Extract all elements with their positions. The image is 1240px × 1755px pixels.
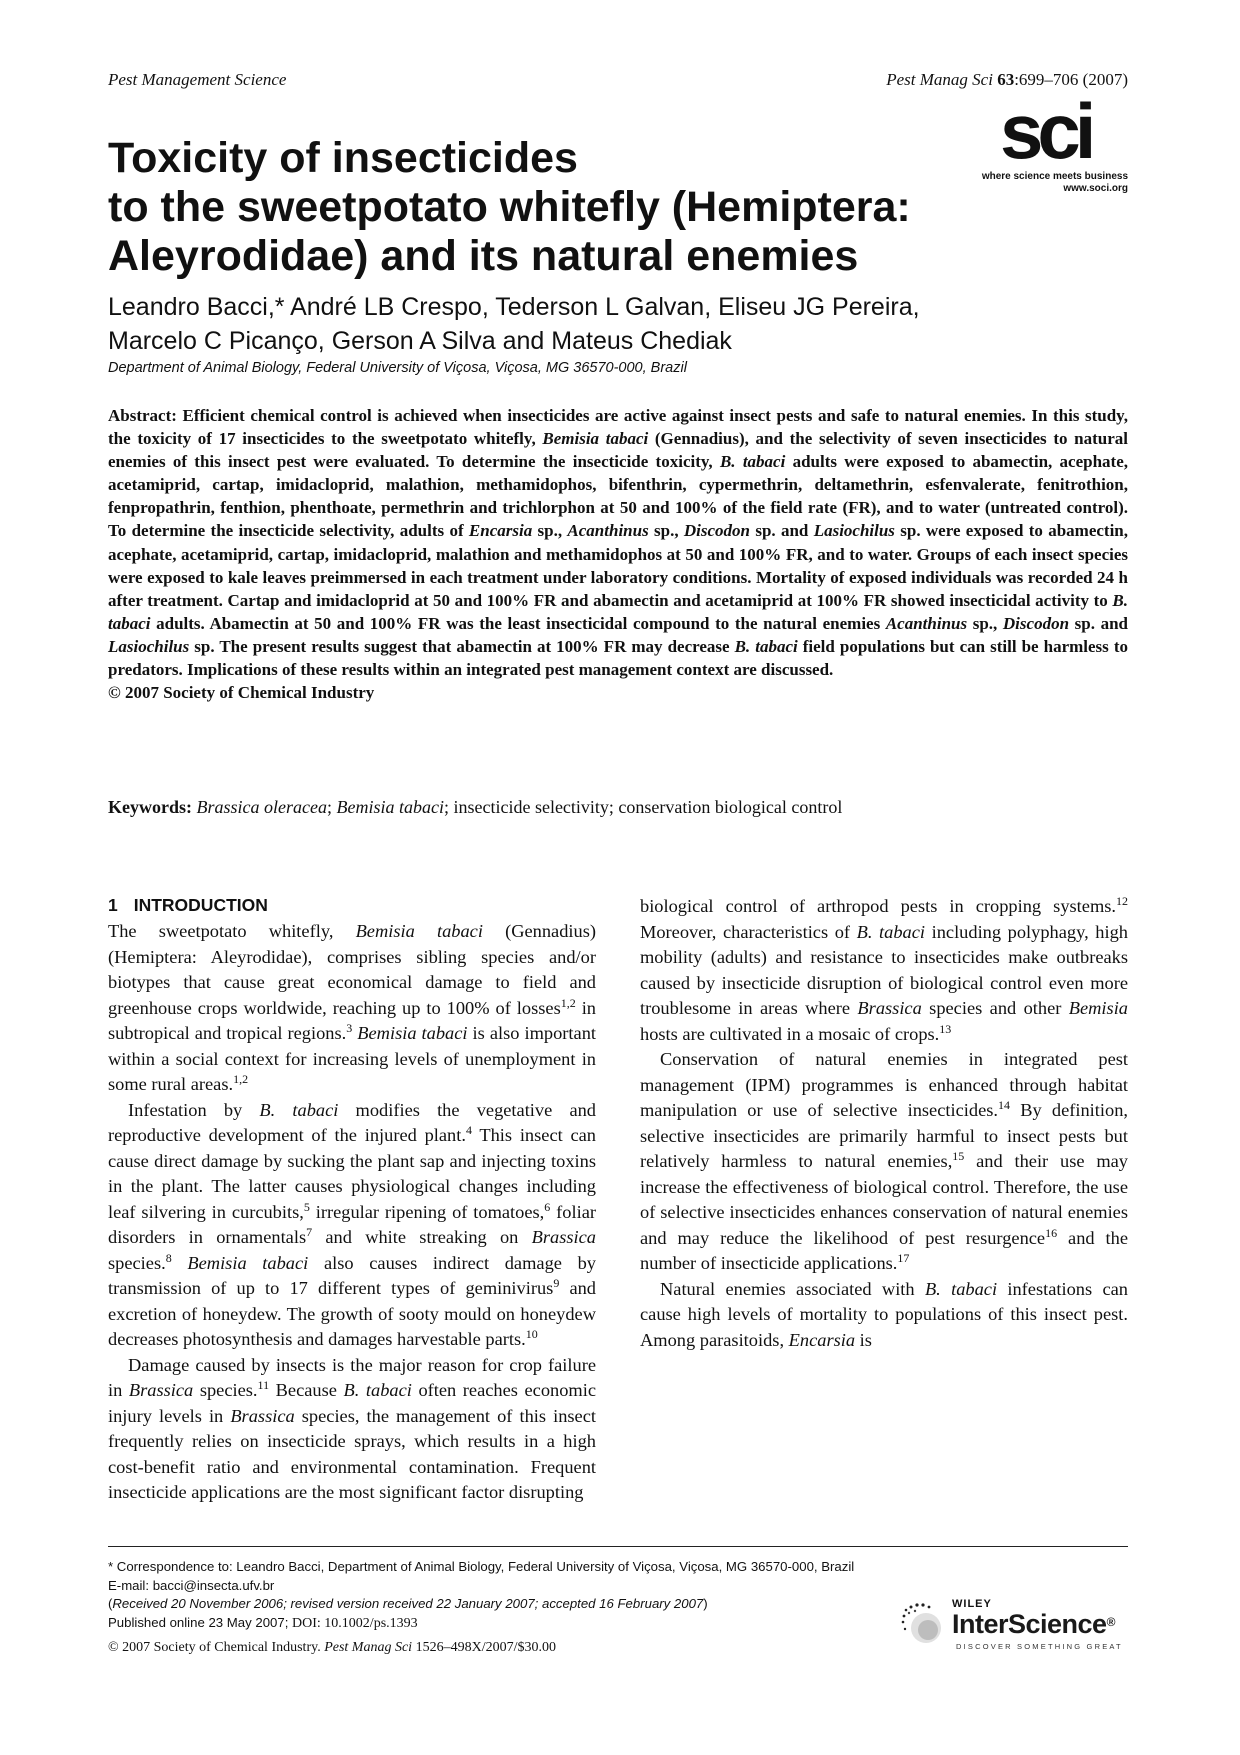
species-name: Encarsia bbox=[788, 1329, 856, 1350]
citation-journal: Pest Manag Sci bbox=[886, 70, 993, 89]
copyright-journal: Pest Manag Sci bbox=[324, 1640, 413, 1655]
abstract-segment: sp. and bbox=[1069, 613, 1128, 633]
abstract-copyright: © 2007 Society of Chemical Industry bbox=[108, 683, 375, 703]
species-name: Bemisia tabaci bbox=[357, 1023, 468, 1043]
abstract-species: Encarsia bbox=[468, 521, 533, 541]
abstract-segment: Efficient chemical control is achieved when insecticides are active against insect pests and safe to natural enemies. In this study, the toxicity of 17 insecticides to the sweetpotato whitefly, bbox=[108, 406, 1128, 449]
text-segment: including polyphagy, high mobility (adults) and resistance to insecticides make outbreaks caused by insecticide disruption of biological control even more troublesome in areas where bbox=[640, 921, 1128, 1018]
publication-info bbox=[108, 1614, 1008, 1634]
citation-ref: 7 bbox=[306, 1225, 313, 1239]
running-head-journal: Pest Management Science bbox=[108, 70, 287, 89]
published-online: Published online 23 May 2007; bbox=[108, 1614, 293, 1630]
abstract-segment: sp. and bbox=[750, 521, 814, 541]
interscience-text: InterScience bbox=[952, 1609, 1107, 1639]
abstract-species: Discodon bbox=[1002, 613, 1070, 633]
abstract-text bbox=[108, 404, 1128, 681]
text-segment: foliar disorders in ornamentals bbox=[108, 1201, 596, 1247]
text-segment: also causes indirect damage by transmission of up to 17 different types of geminivirus bbox=[108, 1252, 596, 1298]
text-segment: species and other bbox=[921, 998, 1069, 1018]
copyright-text: © 2007 Society of Chemical Industry. bbox=[108, 1640, 325, 1655]
footnotes bbox=[108, 1558, 1008, 1633]
intro-paragraph-1 bbox=[108, 919, 596, 1098]
text-segment: and excretion of honeydew. The growth of sooty mould on honeydew decreases photosynthesis and damages harvestable parts. bbox=[108, 1278, 597, 1349]
text-segment: in subtropical and tropical regions. bbox=[108, 997, 597, 1043]
body-column-left bbox=[108, 894, 596, 1506]
intro-paragraph-3 bbox=[108, 1353, 596, 1506]
abstract-segment: field populations but can still be harmless to predators. Implications of these results within an integrated pest management context are discussed. bbox=[108, 636, 1128, 680]
footnote-divider bbox=[108, 1546, 1128, 1547]
text-segment: infestations can cause high levels of mortality to populations of this insect pest. Among parasitoids, bbox=[640, 1278, 1128, 1350]
received-dates-text: Received 20 November 2006; revised version received 22 January 2007; accepted 16 February 2007 bbox=[112, 1596, 704, 1612]
abstract-species: B. tabaci bbox=[734, 636, 798, 656]
species-name: Brassica bbox=[128, 1380, 194, 1400]
abstract-segment: adults were exposed to abamectin, acephate, acetamiprid, cartap, imidacloprid, malathion, methamidophos, bifenthrin, cypermethrin, deltamethrin, esfenvalerate, fenitrothion, fenpropathrin, fenthion, phenthoate, permethrin and trichlorphon at 50 and 100% of the field rate (FR), and to water (untreated control). To determine the insecticide selectivity, adults of bbox=[108, 452, 1129, 541]
text-segment: hosts are cultivated in a mosaic of crops. bbox=[640, 1023, 940, 1044]
species-name: Bemisia tabaci bbox=[355, 921, 483, 941]
text-segment: irregular ripening of tomatoes, bbox=[309, 1201, 545, 1222]
text-segment: and the number of insecticide applications. bbox=[640, 1227, 1129, 1273]
species-name: B. tabaci bbox=[259, 1099, 339, 1120]
section-heading bbox=[108, 894, 596, 916]
sci-logo-tagline bbox=[982, 171, 1128, 195]
text-segment: This insect can cause direct damage by sucking the plant sap and injecting toxins in the plant. The latter causes physiological changes including leaf silvering in curcubits, bbox=[108, 1125, 596, 1222]
intro-paragraph-5 bbox=[640, 1277, 1128, 1354]
text-segment: (Gennadius) (Hemiptera: Aleyrodidae), comprises sibling species and/or biotypes that cause great economical damage to field and greenhouse crops worldwide, reaching up to 100% of losses bbox=[108, 921, 596, 1018]
citation-ref: 4 bbox=[465, 1123, 472, 1137]
keyword-separator: ; bbox=[326, 797, 337, 817]
doi: DOI: 10.1002/ps.1393 bbox=[292, 1615, 418, 1631]
text-segment: Infestation by bbox=[128, 1099, 260, 1120]
text-segment: and white streaking on bbox=[312, 1227, 532, 1247]
intro-paragraph-2 bbox=[108, 1098, 596, 1353]
authors-line-1: Leandro Bacci,* André LB Crespo, Tederson L Galvan, Eliseu JG Pereira, bbox=[108, 293, 920, 321]
abstract-species: Lasiochilus bbox=[813, 521, 895, 541]
citation-ref: 5 bbox=[303, 1199, 310, 1214]
title-line-1: Toxicity of insecticides bbox=[108, 134, 578, 182]
abstract-species: Bemisia tabaci bbox=[542, 429, 649, 449]
keywords-rest: ; insecticide selectivity; conservation biological control bbox=[443, 797, 843, 817]
affiliation: Department of Animal Biology, Federal University of Viçosa, Viçosa, MG 36570-000, Brazil bbox=[108, 360, 687, 376]
text-segment: often reaches economic injury levels in bbox=[108, 1380, 596, 1426]
citation-ref: 1,2 bbox=[233, 1072, 249, 1086]
abstract-species: Lasiochilus bbox=[108, 636, 190, 656]
section-number: 1 bbox=[108, 895, 118, 915]
citation-ref: 8 bbox=[165, 1250, 172, 1265]
registered-mark: ® bbox=[1106, 1615, 1115, 1629]
citation-ref: 10 bbox=[525, 1327, 538, 1341]
keywords bbox=[108, 797, 1128, 818]
wiley-brand: WILEY bbox=[952, 1598, 992, 1610]
abstract-segment: sp., bbox=[532, 521, 568, 541]
citation-pages: :699–706 (2007) bbox=[1014, 70, 1128, 89]
citation-ref: 6 bbox=[544, 1199, 551, 1214]
citation-ref: 16 bbox=[1045, 1225, 1058, 1240]
abstract-segment: sp. were exposed to abamectin, acephate, acetamiprid, cartap, imidacloprid, malathion and methamidophos at 50 and 100% FR, and to water. Groups of each insect species were exposed to kale leaves preimmersed in each treatment under laboratory conditions. Mortality of exposed individuals was recorded 24 h after treatment. Cartap and imidacloprid at 50 and 100% FR and abamectin and acetamiprid at 100% FR showed insecticidal activity to bbox=[108, 521, 1128, 610]
species-name: Brassica bbox=[230, 1405, 295, 1426]
species-name: B. tabaci bbox=[856, 921, 926, 942]
citation-ref: 9 bbox=[553, 1276, 560, 1290]
citation-ref: 3 bbox=[346, 1021, 353, 1035]
keywords-label: Keywords: bbox=[108, 797, 192, 817]
species-name: B. tabaci bbox=[924, 1278, 998, 1299]
citation-volume: 63 bbox=[997, 70, 1015, 89]
citation-ref: 1,2 bbox=[560, 995, 576, 1010]
abstract-species: B. tabaci bbox=[108, 590, 1128, 633]
intro-paragraph-3 bbox=[640, 894, 1128, 1047]
text-segment: Because bbox=[269, 1380, 344, 1400]
abstract-segment: sp. The present results suggest that abamectin at 100% FR may decrease bbox=[189, 636, 735, 656]
citation-ref: 14 bbox=[998, 1098, 1010, 1112]
abstract-label: Abstract: bbox=[108, 406, 177, 425]
abstract-segment: sp., bbox=[967, 613, 1003, 633]
correspondence-note: * Correspondence to: Leandro Bacci, Department of Animal Biology, Federal University of Viçosa, Viçosa, MG 36570-000, Brazil bbox=[108, 1559, 855, 1574]
interscience-tagline: DISCOVER SOMETHING GREAT bbox=[956, 1642, 1123, 1651]
text-segment: The sweetpotato whitefly, bbox=[108, 921, 356, 941]
text-segment: Moreover, characteristics of bbox=[640, 921, 857, 942]
text-segment: is bbox=[855, 1329, 872, 1350]
citation-ref: 17 bbox=[897, 1251, 910, 1265]
copyright-line bbox=[108, 1640, 556, 1656]
species-name: Bemisia tabaci bbox=[187, 1252, 309, 1273]
abstract-species: Acanthinus bbox=[567, 521, 649, 541]
text-segment: biological control of arthropod pests in cropping systems. bbox=[640, 896, 1116, 916]
citation-ref: 15 bbox=[952, 1149, 965, 1163]
species-name: Bemisia bbox=[1068, 998, 1128, 1018]
wiley-interscience-logo bbox=[900, 1598, 1128, 1654]
title-line-2: to the sweetpotato whitefly (Hemiptera: bbox=[108, 183, 911, 231]
text-segment: species. bbox=[108, 1252, 166, 1273]
keyword-1: Brassica oleracea bbox=[196, 797, 327, 817]
text-segment: Natural enemies associated with bbox=[660, 1278, 925, 1299]
text-segment: and their use may increase the effectiveness of biological control. Therefore, the use of selective insecticides enhances conservation of natural enemies and may reduce the likelihood of pest resurgence bbox=[640, 1151, 1128, 1248]
title-line-3: Aleyrodidae) and its natural enemies bbox=[108, 232, 859, 280]
abstract-segment: sp., bbox=[648, 521, 684, 541]
text-segment: is also important within a social context for increasing levels of unemployment in some rural areas. bbox=[108, 1023, 596, 1094]
citation-ref: 13 bbox=[939, 1021, 952, 1036]
abstract-species: Discodon bbox=[683, 521, 751, 541]
body-column-right bbox=[640, 894, 1128, 1353]
sci-logo bbox=[981, 87, 1128, 196]
abstract bbox=[108, 404, 1128, 704]
citation-ref: 11 bbox=[257, 1378, 270, 1392]
authors-line-2: Marcelo C Picanço, Gerson A Silva and Mateus Chediak bbox=[108, 327, 732, 355]
abstract-segment: adults. Abamectin at 50 and 100% FR was the least insecticidal compound to the natural enemies bbox=[150, 613, 886, 633]
text-segment: species. bbox=[193, 1380, 258, 1400]
text-segment: modifies the vegetative and reproductive development of the injured plant. bbox=[108, 1099, 597, 1145]
copyright-issn: 1526–498X/2007/$30.00 bbox=[412, 1640, 556, 1655]
species-name: B. tabaci bbox=[343, 1380, 412, 1400]
text-segment: By definition, selective insecticides are primarily harmful to insect pests but relatively harmless to natural enemies, bbox=[640, 1100, 1128, 1171]
keyword-2: Bemisia tabaci bbox=[336, 797, 444, 817]
sci-logo-url: www.soci.org bbox=[1063, 183, 1128, 194]
article-title bbox=[108, 134, 988, 281]
sci-logo-mark: sci bbox=[1000, 87, 1091, 175]
sci-logo-tagline-text: where science meets business bbox=[981, 171, 1128, 182]
text-segment: Damage caused by insects is the major reason for crop failure in bbox=[108, 1354, 596, 1400]
interscience-name bbox=[952, 1609, 1115, 1640]
abstract-species: B. tabaci bbox=[719, 452, 786, 472]
species-name: Brassica bbox=[857, 998, 922, 1018]
section-title: INTRODUCTION bbox=[133, 895, 268, 915]
citation-ref: 12 bbox=[1116, 894, 1128, 908]
author-list bbox=[108, 290, 1108, 358]
correspondence-email: E-mail: bacci@insecta.ufv.br bbox=[108, 1577, 275, 1593]
species-name: Brassica bbox=[531, 1227, 596, 1247]
abstract-species: Acanthinus bbox=[885, 613, 968, 633]
abstract-segment: (Gennadius), and the selectivity of seven insecticides to natural enemies of this insect pest were evaluated. To determine the insecticide toxicity, bbox=[108, 429, 1128, 472]
intro-paragraph-4 bbox=[640, 1047, 1128, 1277]
text-segment: species, the management of this insect frequently relies on insecticide sprays, which results in a high cost-benefit ratio and environmental contamination. Frequent insecticide applications are the most significant factor disrupting bbox=[108, 1405, 596, 1502]
text-segment: Conservation of natural enemies in integrated pest management (IPM) programmes is enhanced through habitat manipulation or use of selective insecticides. bbox=[640, 1049, 1128, 1120]
received-dates: (Received 20 November 2006; revised version received 22 January 2007; accepted 16 February 2007) bbox=[108, 1596, 708, 1612]
interscience-globe-icon bbox=[900, 1602, 944, 1646]
